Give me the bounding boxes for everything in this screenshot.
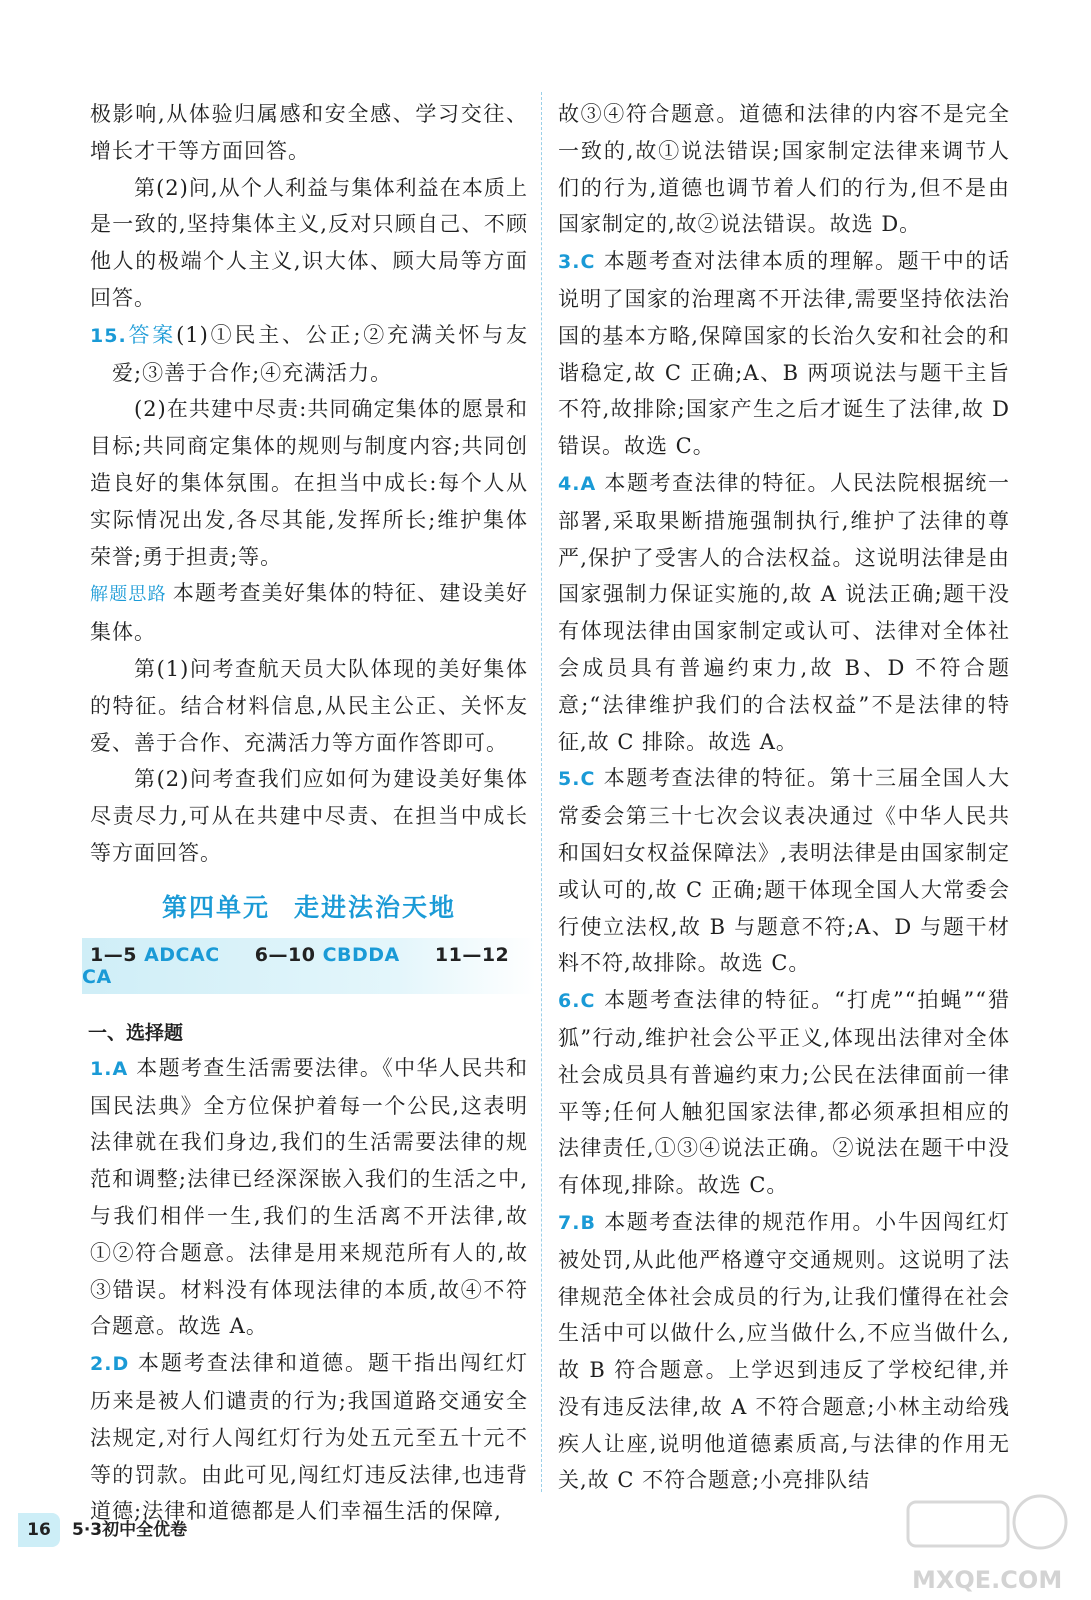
question-explanation: 本题考查法律的特征。人民法院根据统一部署,采取果断措施强制执行,维护了法律的尊严,保护了受害人的合法权益。这说明法律是由国家强制力保证实施的,故 A 说法正确;题干没有体现法律由国家制定或认可、法律对全体社会成员具有普遍约束力,故 B、D 不符合题意;“法律维护我们的合法权益”不是法律的特征,故 C 排除。故选 A。 — [558, 470, 1010, 754]
question-number: 5.C — [558, 768, 596, 791]
answer-range: 1—5 — [90, 943, 137, 966]
answer-letters: CA — [82, 965, 112, 988]
question-2 — [90, 1345, 528, 1530]
answer-range: 11—12 — [434, 943, 510, 966]
solution-idea — [90, 575, 528, 651]
question-explanation: 本题考查法律的特征。第十三届全国人大常委会第三十七次会议表决通过《中华人民共和国妇女权益保障法》,表明法律是由国家制定或认可的,故 C 正确;题干体现全国人大常委会行使立法权,故 B 与题意不符;A、D 与题干材料不符,故排除。故选 C。 — [558, 766, 1011, 976]
page-footer — [0, 1511, 230, 1549]
question-6 — [558, 982, 1010, 1204]
answer-range: 6—10 — [254, 943, 316, 966]
page-number: 16 — [18, 1513, 60, 1547]
solution-label: 解题思路 — [90, 584, 167, 606]
paragraph: 第(1)问考查航天员大队体现的美好集体的特征。结合材料信息,从民主公正、关怀友爱、善于合作、充满活力等方面作答即可。 — [90, 656, 528, 755]
answer-label: 答案 — [126, 322, 177, 347]
question-1 — [90, 1050, 528, 1345]
paragraph: 故③④符合题意。道德和法律的内容不是完全一致的,故①说法错误;国家制定法律来调节人们的行为,道德也调节着人们的行为,但不是由国家制定的,故②说法错误。故选 D。 — [558, 102, 1010, 237]
question-5 — [558, 760, 1010, 982]
question-number: 2.D — [90, 1353, 130, 1376]
watermark-url: MXQE.COM — [912, 1566, 1063, 1594]
question-explanation: 本题考查生活需要法律。《中华人民共和国民法典》全方位保护着每一个公民,这表明法律就在我们身边,我们的生活需要法律的规范和调整;法律已经深深嵌入我们的生活之中,与我们相伴一生,我们的生活离不开法律,故①②符合题意。法律是用来规范所有人的,故③错误。材料没有体现法律的本质,故④不符合题意。故选 A。 — [90, 1055, 528, 1339]
answer-text: (2)在共建中尽责:共同确定集体的愿景和目标;共同商定集体的规则与制度内容;共同创造良好的集体氛围。在担当中成长:每个人从实际情况出发,各尽其能,发挥所长;维护集体荣誉;勇于担责;等。 — [90, 397, 528, 569]
left-column — [82, 96, 529, 1530]
question-number: 1.A — [90, 1057, 129, 1080]
right-column — [558, 96, 1010, 1499]
answer-letters: ADCAC — [144, 943, 220, 966]
question-number: 4.A — [558, 472, 597, 495]
question-explanation: 本题考查法律的特征。“打虎”“拍蝇”“猎狐”行动,维护社会公平正义,体现出法律对全体社会成员具有普遍约束力;公民在法律面前一律平等;任何人触犯国家法律,都必须承担相应的法律责任,①③④说法正确。②说法在题干中没有体现,排除。故选 C。 — [558, 988, 1010, 1198]
answer-letters: CBDDA — [322, 943, 400, 966]
question-number: 15. — [90, 324, 127, 347]
section-heading: 一、选择题 — [88, 1021, 184, 1044]
paragraph: 第(2)问,从个人利益与集体利益在本质上是一致的,坚持集体主义,反对只顾自己、不顾他人的极端个人主义,识大体、顾大局等方面回答。 — [90, 175, 528, 310]
question-explanation: 本题考查对法律本质的理解。题干中的话说明了国家的治理离不开法律,需要坚持依法治国的基本方略,保障国家的长治久安和社会的和谐稳定,故 C 正确;A、B 两项说法与题干主旨不符,故排除;国家产生之后才诞生了法律,故 D 错误。故选 C。 — [558, 249, 1011, 459]
question-4 — [558, 465, 1010, 760]
paragraph: 极影响,从体验归属感和安全感、学习交往、增长才干等方面回答。 — [90, 102, 528, 163]
column-divider — [541, 92, 542, 1492]
question-explanation: 本题考查法律的规范作用。小牛因闯红灯被处罚,从此他严格遵守交通规则。这说明了法律规范全体社会成员的行为,让我们懂得在社会生活中可以做什么,应当做什么,不应当做什么,故 B 符合题意。上学迟到违反了学校纪律,并没有违反法律,故 A 不符合题意;小林主动给残疾人让座,说明他道德素质高,与法律的作用无关,故 C 不符合题意;小亮排队结 — [558, 1209, 1010, 1493]
question-15-answer — [90, 317, 528, 392]
unit-name: 走进法治天地 — [294, 892, 457, 922]
question-7 — [558, 1204, 1010, 1499]
question-explanation: 本题考查法律和道德。题干指出闯红灯历来是被人们谴责的行为;我国道路交通安全法规定,对行人闯红灯行为处五元至五十元不等的罚款。由此可见,闯红灯违反法律,也违背道德;法律和道德都是人们幸福生活的保障, — [90, 1351, 528, 1524]
question-number: 7.B — [558, 1211, 596, 1234]
unit-title — [90, 888, 528, 924]
question-number: 6.C — [558, 990, 596, 1013]
unit-number: 第四单元 — [161, 892, 270, 922]
book-brand: 5·3初中全优卷 — [72, 1520, 188, 1540]
paragraph: 第(2)问考查我们应如何为建设美好集体尽责尽力,可从在共建中尽责、在担当中成长等方面回答。 — [90, 767, 528, 865]
question-number: 3.C — [558, 251, 596, 274]
solution-text: 本题考查美好集体的特征、建设美好集体。 — [90, 581, 529, 645]
answer-key-bar — [82, 938, 536, 994]
answer-text: (1)①民主、公正;②充满关怀与友爱;③善于合作;④充满活力。 — [112, 322, 529, 385]
question-3 — [558, 243, 1010, 465]
watermark-logo — [890, 1480, 1090, 1600]
